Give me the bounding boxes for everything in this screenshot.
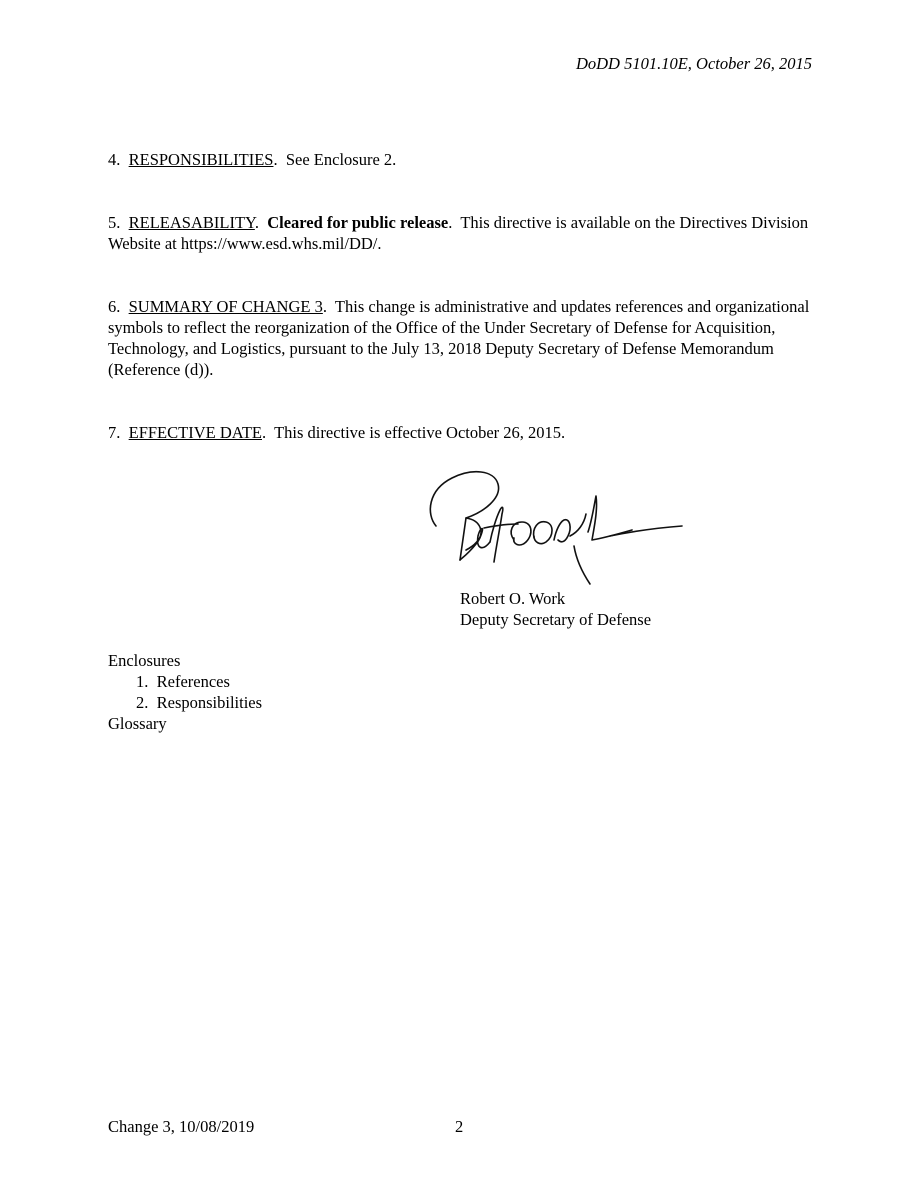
section-text: This directive is available on the Directives Division Website at https://www.esd.whs.mil/DD/. [108, 213, 809, 253]
enclosures-list [108, 650, 262, 734]
section-number: 6. [108, 297, 121, 316]
section-number: 5. [108, 213, 121, 232]
document-header: DoDD 5101.10E, October 26, 2015 [575, 54, 812, 73]
section-heading: EFFECTIVE DATE [128, 423, 262, 442]
page-number: 2 [455, 1117, 464, 1136]
section-bold-text: Cleared for public release [267, 213, 449, 232]
section-heading: RELEASABILITY [128, 213, 255, 232]
section-summary-of-change: 6. SUMMARY OF CHANGE 3. This change is administrative and updates references and organizational symbols to reflect the reorganization of the Office of the Under Secretary of Defense for Acquisition, Technology, and Logistics, pursuant to the July 13, 2018 Deputy Secretary of Defense Memorandum (Reference (d)). [108, 297, 810, 379]
enclosure-item [108, 671, 262, 692]
footer-change: Change 3, 10/08/2019 [108, 1117, 255, 1136]
section-text: This directive is effective October 26, 2015. [274, 423, 566, 442]
section-text: See Enclosure 2. [285, 150, 397, 169]
section-releasability: 5. RELEASABILITY. Cleared for public release. This directive is available on the Directives Division Website at https://www.esd.whs.mil/DD/. [108, 213, 809, 253]
section-responsibilities: 4. RESPONSIBILITIES. See Enclosure 2. [108, 150, 397, 169]
section-text: This change is administrative and updates references and organizational symbols to reflect the reorganization of the Office of the Under Secretary of Defense for Acquisition, Technology, and Logistics, pursuant to the July 13, 2018 Deputy Secretary of Defense Memorandum (Reference (d)). [108, 297, 810, 379]
section-number: 7. [108, 423, 121, 442]
handwritten-signature [422, 462, 690, 588]
enclosure-label: References [156, 672, 230, 691]
enclosure-number: 2. [136, 693, 149, 712]
signer-name: Robert O. Work [460, 589, 566, 608]
signature-block [460, 588, 651, 630]
section-number: 4. [108, 150, 121, 169]
enclosures-label: Enclosures [108, 651, 181, 670]
signer-title: Deputy Secretary of Defense [460, 610, 652, 629]
enclosure-label: Responsibilities [156, 693, 263, 712]
section-heading: RESPONSIBILITIES [128, 150, 274, 169]
section-effective-date: 7. EFFECTIVE DATE. This directive is effective October 26, 2015. [108, 423, 566, 442]
enclosure-number: 1. [136, 672, 149, 691]
glossary-label: Glossary [108, 714, 167, 733]
section-heading: SUMMARY OF CHANGE 3 [128, 297, 323, 316]
enclosure-item [108, 692, 262, 713]
